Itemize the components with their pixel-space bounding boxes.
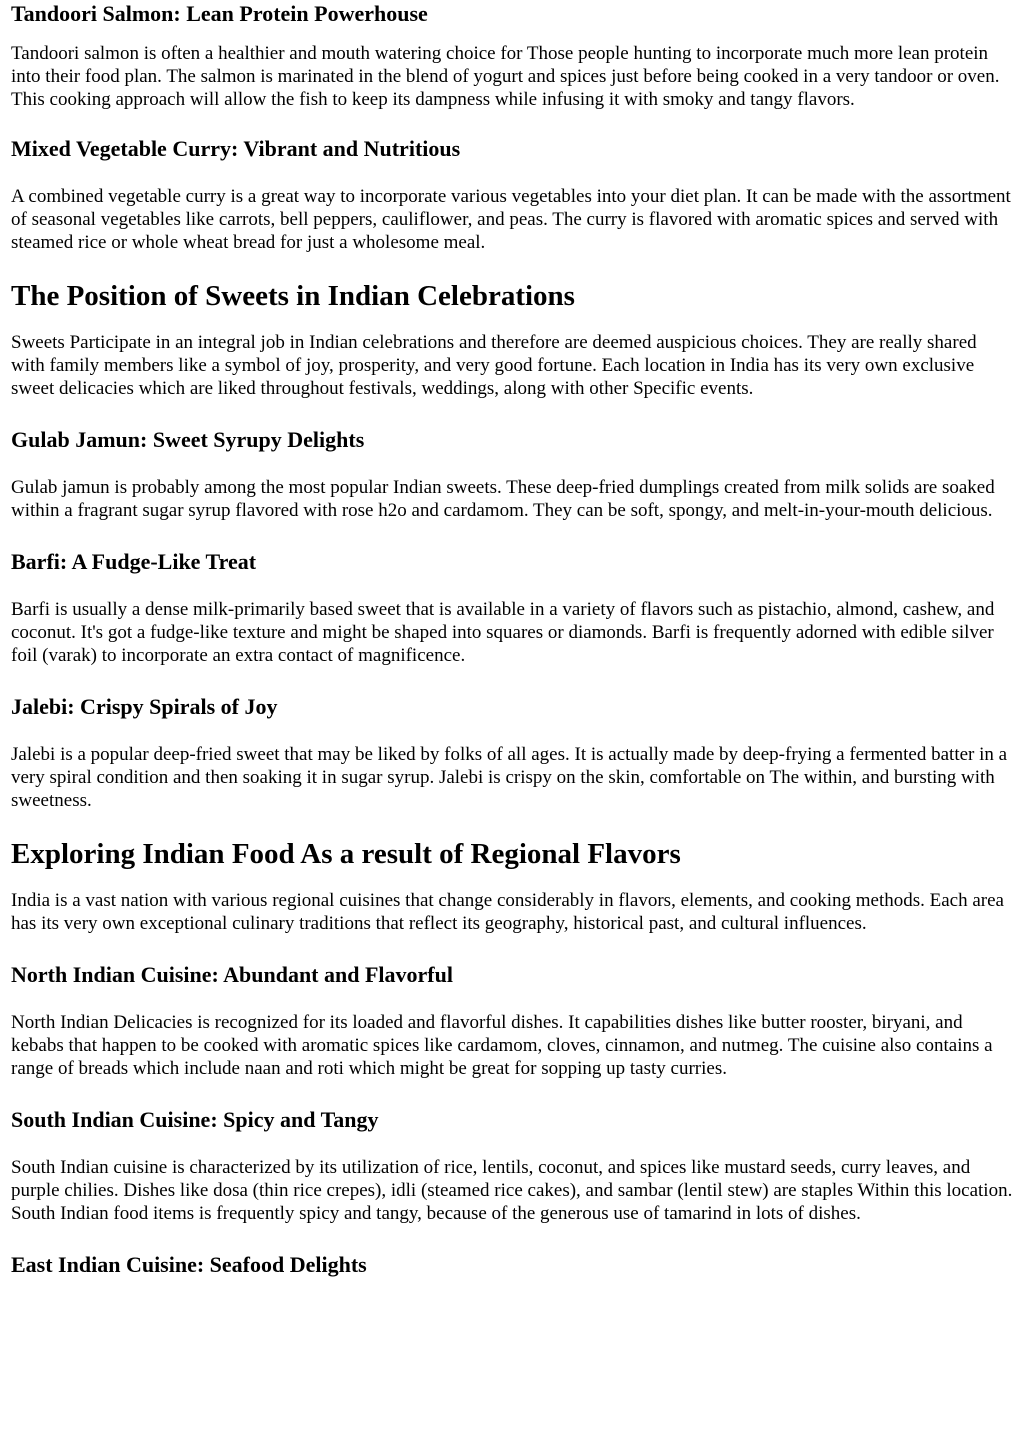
heading-east-indian: East Indian Cuisine: Seafood Delights bbox=[11, 1252, 367, 1277]
heading-regional-flavors: Exploring Indian Food As a result of Regional Flavors bbox=[11, 838, 681, 870]
paragraph-gulab-jamun: Gulab jamun is probably among the most popular Indian sweets. These deep-fried dumplings created from milk solids are soaked within a fragrant sugar syrup flavored with rose h2o and cardamom. They can be soft, spongy, and melt-in-your-mouth delicious. bbox=[11, 477, 995, 521]
paragraph-regional-flavors: India is a vast nation with various regional cuisines that change considerably in flavors, elements, and cooking methods. Each area has its very own exceptional culinary traditions that reflect its geography, historical past, and cultural influences. bbox=[11, 890, 1004, 934]
heading-mixed-vegetable-curry: Mixed Vegetable Curry: Vibrant and Nutritious bbox=[11, 136, 461, 161]
heading-sweets-celebrations: The Position of Sweets in Indian Celebrations bbox=[11, 280, 575, 312]
heading-gulab-jamun: Gulab Jamun: Sweet Syrupy Delights bbox=[11, 427, 365, 452]
paragraph-tandoori-salmon: Tandoori salmon is often a healthier and mouth watering choice for Those people hunting to incorporate much more lean protein into their food plan. The salmon is marinated in the blend of yogurt and spices just before being cooked in a very tandoor or oven. This cooking approach will allow the fish to keep its dampness while infusing it with smoky and tangy flavors. bbox=[11, 43, 1000, 110]
heading-north-indian: North Indian Cuisine: Abundant and Flavorful bbox=[11, 962, 453, 987]
paragraph-jalebi: Jalebi is a popular deep-fried sweet that may be liked by folks of all ages. It is actually made by deep-frying a fermented batter in a very spiral condition and then soaking it in sugar syrup. Jalebi is crispy on the skin, comfortable on The within, and bursting with sweetness. bbox=[11, 744, 1008, 811]
heading-barfi: Barfi: A Fudge-Like Treat bbox=[11, 549, 257, 574]
heading-south-indian: South Indian Cuisine: Spicy and Tangy bbox=[11, 1107, 379, 1132]
article bbox=[0, 1, 1024, 1278]
paragraph-mixed-vegetable-curry: A combined vegetable curry is a great way to incorporate various vegetables into your diet plan. It can be made with the assortment of seasonal vegetables like carrots, bell peppers, cauliflower, and peas. The curry is flavored with aromatic spices and served with steamed rice or whole wheat bread for just a wholesome meal. bbox=[11, 186, 1011, 253]
paragraph-south-indian: South Indian cuisine is characterized by its utilization of rice, lentils, coconut, and spices like mustard seeds, curry leaves, and purple chilies. Dishes like dosa (thin rice crepes), idli (steamed rice cakes), and sambar (lentil stew) are staples Within this location. South Indian food items is frequently spicy and tangy, because of the generous use of tamarind in lots of dishes. bbox=[11, 1157, 1013, 1224]
paragraph-barfi: Barfi is usually a dense milk-primarily based sweet that is available in a variety of flavors such as pistachio, almond, cashew, and coconut. It's got a fudge-like texture and might be shaped into squares or diamonds. Barfi is frequently adorned with edible silver foil (varak) to incorporate an extra contact of magnificence. bbox=[11, 599, 995, 666]
heading-tandoori-salmon: Tandoori Salmon: Lean Protein Powerhouse bbox=[11, 1, 428, 26]
heading-jalebi: Jalebi: Crispy Spirals of Joy bbox=[11, 694, 278, 719]
paragraph-north-indian: North Indian Delicacies is recognized for its loaded and flavorful dishes. It capabilities dishes like butter rooster, biryani, and kebabs that happen to be cooked with aromatic spices like cardamom, cloves, cinnamon, and nutmeg. The cuisine also contains a range of breads which include naan and roti which might be great for sopping up tasty curries. bbox=[11, 1012, 993, 1079]
paragraph-sweets-celebrations: Sweets Participate in an integral job in Indian celebrations and therefore are deemed auspicious choices. They are really shared with family members like a symbol of joy, prosperity, and very good fortune. Each location in India has its very own exclusive sweet delicacies which are liked throughout festivals, weddings, along with other Specific events. bbox=[11, 332, 977, 399]
